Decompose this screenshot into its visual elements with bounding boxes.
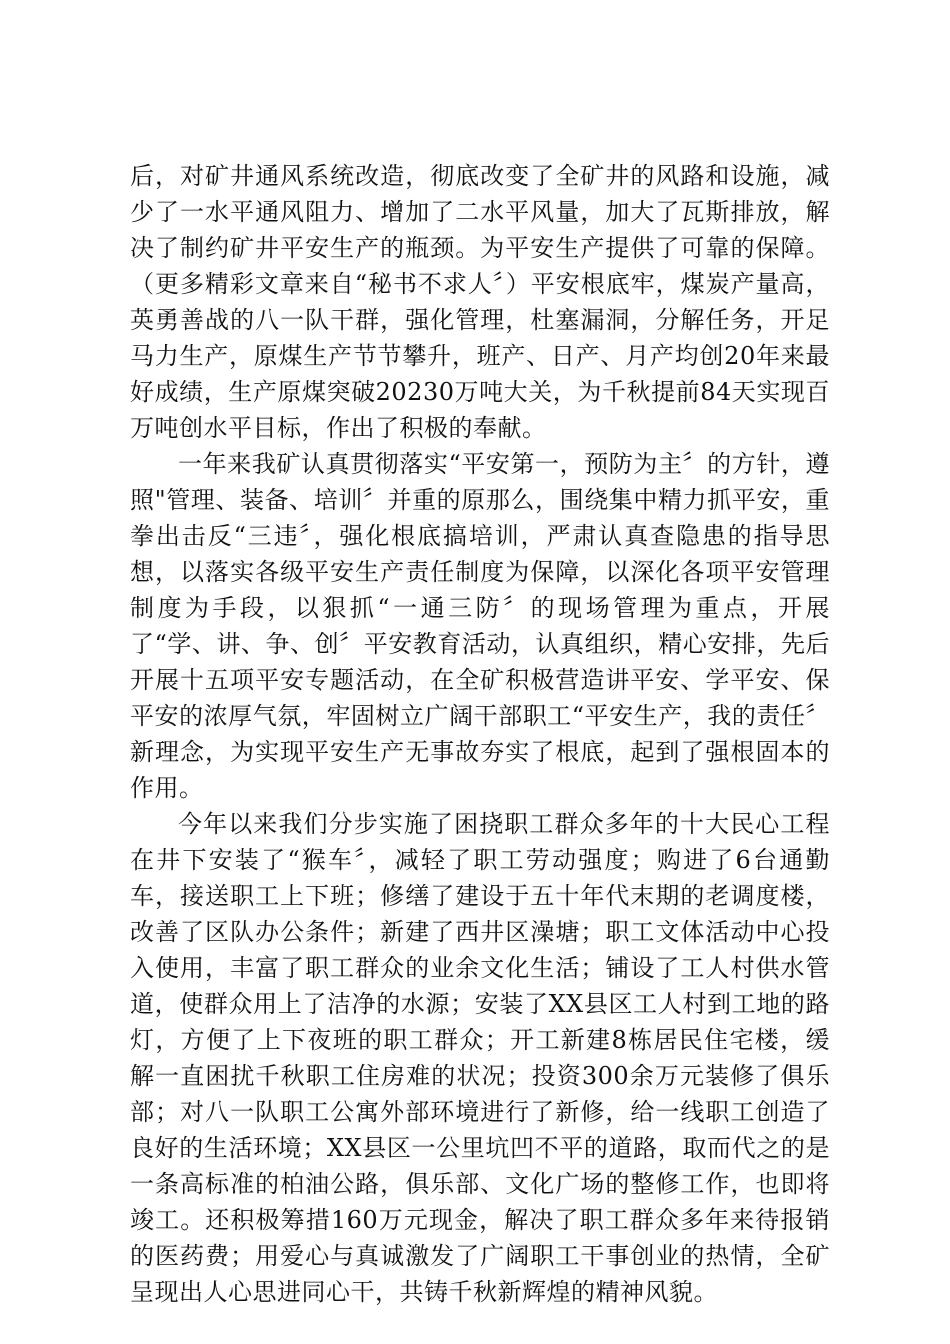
paragraph-ventilation: 后，对矿井通风系统改造，彻底改变了全矿井的风路和设施，减少了一水平通风阻力、增加了二水平风量，加大了瓦斯排放，解决了制约矿井平安生产的瓶颈。为平安生产提供了可靠的保障。（更多精彩文章来自“秘书不求人〞）平安根底牢，煤炭产量高，英勇善战的八一队干群，强化管理，杜塞漏洞，分解任务，开足马力生产，原煤生产节节攀升，班产、日产、月产均创20年来最好成绩，生产原煤突破20230万吨大关，为千秋提前84天实现百万吨创水平目标，作出了积极的奉献。 — [130, 162, 830, 442]
paragraph-welfare-projects: 今年以来我们分步实施了困挠职工群众多年的十大民心工程在井下安装了“猴车〞，减轻了职工劳动强度；购进了6台通勤车，接送职工上下班；修缮了建设于五十年代末期的老调度楼，改善了区队办公条件；新建了西井区澡塘；职工文体活动中心投入使用，丰富了职工群众的业余文化生活；铺设了工人村供水管道，使群众用上了洁净的水源；安装了XX县区工人村到工地的路灯，方便了上下夜班的职工群众；开工新建8栋居民住宅楼，缓解一直困扰千秋职工住房难的状况；投资300余万元装修了俱乐部；对八一队职工公寓外部环境进行了新修，给一线职工创造了良好的生活环境；XX县区一公里坑凹不平的道路，取而代之的是一条高标准的柏油公路，俱乐部、文化广场的整修工作，也即将竣工。还积极筹措160万元现金，解决了职工群众多年来待报销的医药费；用爱心与真诚激发了广阔职工干事创业的热情，全矿呈现出人心思进同心干，共铸千秋新辉煌的精神风貌。 — [130, 810, 830, 1306]
document-body — [130, 158, 830, 1310]
paragraph-safety-policy: 一年来我矿认真贯彻落实“平安第一，预防为主〞的方针，遵照"管理、装备、培训〞并重的原那么，围绕集中精力抓平安，重拳出击反“三违〞，强化根底搞培训，严肃认真查隐患的指导思想，以落实各级平安生产责任制度为保障，以深化各项平安管理制度为手段，以狠抓“一通三防〞的现场管理为重点，开展了“学、讲、争、创〞平安教育活动，认真组织，精心安排，先后开展十五项平安专题活动，在全矿积极营造讲平安、学平安、保平安的浓厚气氛，牢固树立广阔干部职工“平安生产，我的责任〞新理念，为实现平安生产无事故夯实了根底，起到了强根固本的作用。 — [130, 450, 830, 802]
